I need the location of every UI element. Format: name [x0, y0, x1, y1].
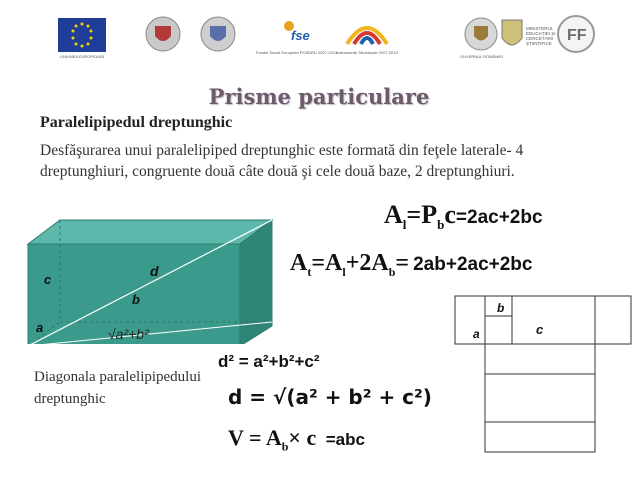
net-label-c: c: [536, 322, 544, 337]
crest-icon: [500, 18, 524, 52]
description: Desfăşurarea unui paralelipiped dreptunghic este formată din feţele laterale- 4 dreptunghiuri, congruente două câte două şi cele două baze, 2 dreptunghiuri.: [40, 142, 524, 180]
page-title: Prisme particulare: [208, 84, 430, 109]
logos-bar: [0, 0, 638, 78]
school-logo: [556, 14, 596, 54]
net-label-b: b: [497, 301, 505, 315]
svg-text:FF: FF: [567, 27, 587, 44]
net-label-a: a: [473, 327, 480, 341]
crest-icon: [200, 14, 236, 56]
edge-label-a: a: [36, 320, 44, 335]
net-face: [455, 296, 485, 344]
logo-caption: Instrumente Structurale 2007-2013: [336, 50, 398, 55]
crest-icon: [145, 14, 181, 56]
net-face: [485, 374, 595, 422]
formula-diagonal: d = √(a² + b² + c²): [228, 385, 432, 409]
logo-caption: UNIUNEA EUROPEANĂ: [59, 54, 104, 59]
net-face: [485, 344, 595, 374]
logo-caption: GUVERNUL ROMÂNIEI: [460, 54, 503, 59]
eu-flag-logo: [58, 18, 106, 59]
net-face: [595, 296, 631, 344]
eu-flag-icon: [58, 18, 106, 52]
base-diagonal-label: √a²+b²: [108, 326, 149, 342]
govern-romania-logo: [460, 16, 503, 59]
cuboid-figure: [0, 214, 280, 344]
subtitle: Paralelipipedul dreptunghic: [40, 114, 233, 131]
edge-label-b: b: [132, 292, 140, 307]
school-icon: [556, 14, 596, 54]
logo-caption: Fondul Social European POSDRU 2007-2013: [256, 50, 338, 55]
formula-lateral-area: $A_l=P_bc=2ac+2bc$: [384, 200, 543, 233]
edge-label-d: d: [150, 263, 159, 279]
diagonal-label: Diagonala paralelipipedului dreptunghic: [34, 369, 202, 407]
formula-volume: $V = A_b\times c =abc$: [228, 425, 365, 454]
formula-total-area: $A_t=A_l+2A_b= 2ab+2ac+2bc$: [290, 250, 533, 279]
fse-logo: [256, 16, 337, 55]
government-crest-logo: [145, 14, 181, 56]
svg-text:fse: fse: [290, 28, 310, 43]
edge-label-c: c: [44, 272, 52, 287]
ministry-crest-logo: [200, 14, 236, 56]
net-face: [485, 422, 595, 452]
cuboid-top-face: [28, 220, 272, 244]
cuboid-net: [454, 294, 634, 459]
formula-d-squared: d² = a²+b²+c²: [218, 352, 320, 371]
structural-icon: [342, 16, 392, 48]
fse-icon: [277, 16, 317, 48]
crest-icon: [463, 16, 499, 52]
logo-caption: MINISTERUL EDUCAȚIEI ȘI CERCETĂRII ȘTIINȚIFICE: [526, 26, 556, 46]
structural-instruments-logo: [336, 16, 398, 55]
